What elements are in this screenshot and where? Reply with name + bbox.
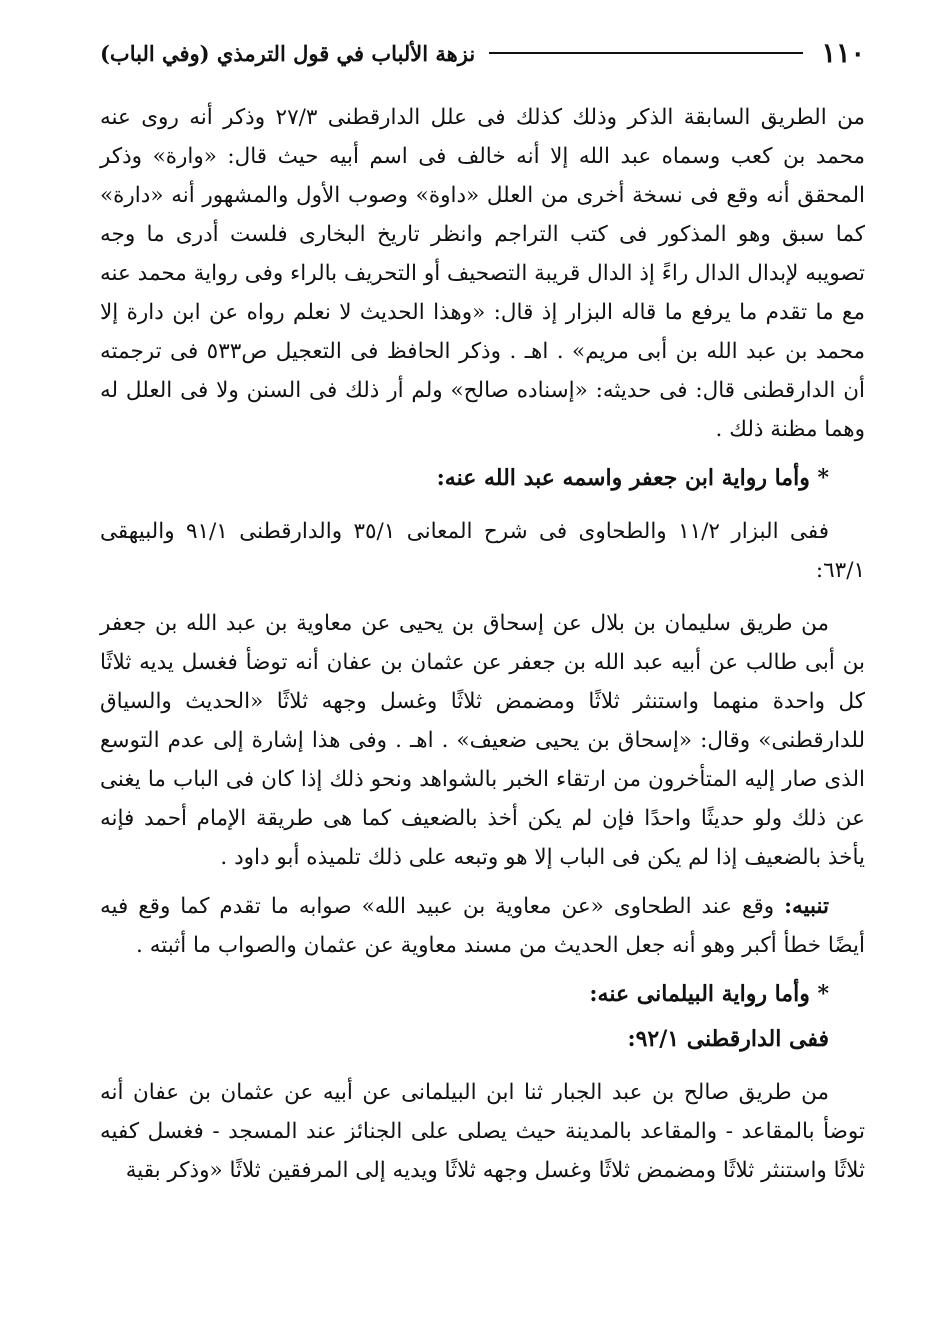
paragraph-sources-ibn-jafar: ففى البزار ١١/٢ والطحاوى فى شرح المعانى ٣٥/١ والدارقطنى ٩١/١ والبيهقى ٦٣/١: <box>100 519 865 583</box>
paragraph-sources-bilmani: ففى الدارقطنى ٩٢/١: <box>627 1026 829 1052</box>
page-header <box>100 30 865 76</box>
paragraph-daraqutni-ilal: من الطريق السابقة الذكر وذلك كذلك فى علل الدارقطنى ٢٧/٣ وذكر أنه روى عنه محمد بن كعب وسماه عبد الله إلا أنه خالف فى اسم أبيه حيث قال: «وارة» وذكر المحقق أنه وقع فى نسخة أخرى من العلل «داوة» وصوب الأول والمشهور أنه «دارة» كما سبق وهو المذكور فى كتب التراجم وانظر تاريخ البخارى فلست أدرى ما وجه تصويبه لإبدال الدال راءً إذ الدال قريبة التصحيف أو التحريف بالراء وفى رواية محمد عنه مع ما تقدم ما يرفع ما قاله البزار إذ قال: «وهذا الحديث لا نعلم رواه عن ابن دارة إلا محمد بن عبد الله بن أبى مريم» . اهـ . وذكر الحافظ فى التعجيل ص٥٣٣ فى ترجمته أن الدارقطنى قال: فى حديثه: «إسناده صالح» ولم أر ذلك فى السنن ولا فى العلل له وهما مظنة ذلك . <box>100 105 865 442</box>
paragraph-note <box>100 887 865 965</box>
note-text: وقع عند الطحاوى «عن معاوية بن عبيد الله» صوابه ما تقدم كما وقع فيه أيضًا خطأ أكبر وهو أنه جعل الحديث من مسند معاوية عن عثمان والصواب ما أثبته . <box>100 894 865 958</box>
running-title: نزهة الألباب في قول الترمذي (وفي الباب) <box>100 40 476 66</box>
section-heading-bilmani: * وأما رواية البيلمانى عنه: <box>589 981 829 1007</box>
paragraph-isnad-bilmani: من طريق صالح بن عبد الجبار ثنا ابن البيلمانى عن أبيه عن عثمان بن عفان أنه توضأ بالمقاعد - والمقاعد بالمدينة حيث يصلى على الجنائز عند المسجد - فغسل كفيه ثلاثًا واستنثر ثلاثًا ومضمض ثلاثًا وغسل وجهه ثلاثًا ويديه إلى المرفقين ثلاثًا «وذكر بقية <box>100 1080 865 1183</box>
paragraph-isnad-ibn-jafar: من طريق سليمان بن بلال عن إسحاق بن يحيى عن معاوية بن عبد الله بن جعفر بن أبى طالب عن أبيه عبد الله بن جعفر عن عثمان بن عفان أنه توضأ فغسل يديه ثلاثًا كل واحدة منهما واستنثر ثلاثًا ومضمض ثلاثًا وغسل وجهه ثلاثًا «الحديث والسياق للدارقطنى» وقال: «إسحاق بن يحيى ضعيف» . اهـ . وفى هذا إشارة إلى عدم التوسع الذى صار إليه المتأخرون من ارتقاء الخبر بالشواهد ونحو ذلك إذا كان فى الباب ما يغنى عن ذلك ولو حديثًا واحدًا فإن لم يكن أخذ بالضعيف كما هى طريقة الإمام أحمد فإنه يأخذ بالضعيف إذا لم يكن فى الباب إلا هو وتبعه على ذلك تلميذه أبو داود . <box>100 611 865 870</box>
page-number: ١١٠ <box>821 37 865 69</box>
book-page <box>100 30 865 1190</box>
header-rule <box>489 52 803 54</box>
section-heading-ibn-jafar: * وأما رواية ابن جعفر واسمه عبد الله عنه: <box>436 465 829 491</box>
note-label: تنبيه: <box>784 894 830 919</box>
